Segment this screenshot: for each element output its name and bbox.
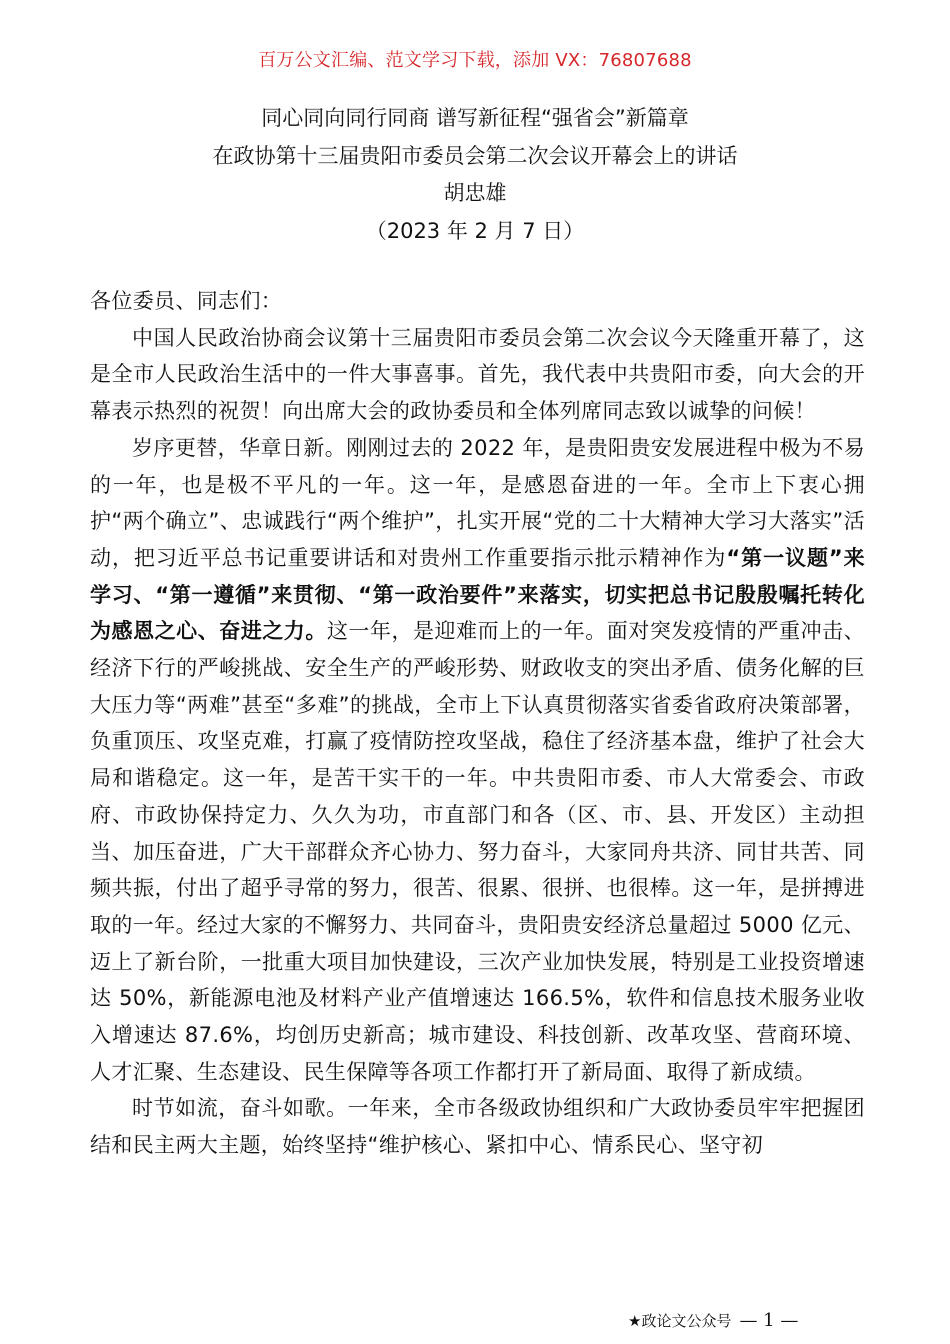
paragraph-2-part-c: 这一年，是迎难而上的一年。面对突发疫情的严重冲击、经济下行的严峻挑战、安全生产的严峻形势、财政收支的突出矛盾、债务化解的巨大压力等“两难”甚至“多难”的挑战，全市上下认真贯彻落实省委省政府决策部署，负重顶压、攻坚克难，打赢了疫情防控攻坚战，稳住了经济基本盘，维护了社会大局和谐稳定。这一年，是苦干实干的一年。中共贵阳市委、市人大常委会、市政府、市政协保持定力、久久为功，市直部门和各（区、市、县、开发区）主动担当、加压奋进，广大干部群众齐心协力、努力奋斗，大家同舟共济、同甘共苦、同频共振，付出了超乎寻常的努力，很苦、很累、很拼、也很棒。这一年，是拼搏进取的一年。经过大家的不懈努力、共同奋斗，贵阳贵安经济总量超过 5000 亿元、迈上了新台阶，一批重大项目加快建设，三次产业加快发展，特别是工业投资增速达 50%，新能源电池及材料产业产值增速达 166.5%，软件和信息技术服务业收入增速达 87.6%，均创历史新高；城市建设、科技创新、改革攻坚、营商环境、人才汇聚、生态建设、民生保障等各项工作都打开了新局面、取得了新成绩。: [90, 619, 865, 1084]
paragraph-3: 时节如流，奋斗如歌。一年来，全市各级政协组织和广大政协委员牢牢把握团结和民主两大主题，始终坚持“维护核心、紧扣中心、情系民心、坚守初: [90, 1096, 865, 1158]
ad-banner: 百万公文汇编、范文学习下载，添加 VX：76807688: [258, 50, 692, 71]
footer-source: ★政论文公众号: [628, 1312, 732, 1330]
date: （2023 年 2 月 7 日）: [365, 218, 585, 243]
footer: [628, 1310, 798, 1331]
salutation: 各位委员、同志们：: [90, 289, 283, 313]
header: [0, 100, 950, 250]
paragraph-2-bold: “第一议题”来学习、“第一遵循”来贯彻、“第一政治要件”来落实，切实把总书记殷殷嘱托转化为感恩之心、奋进之力。: [90, 545, 865, 644]
main-title: 同心同向同行同商 谱写新征程“强省会”新篇章: [261, 106, 689, 130]
page-number: — 1 —: [739, 1310, 799, 1331]
subtitle: 在政协第十三届贵阳市委员会第二次会议开幕会上的讲话: [212, 143, 738, 168]
author: 胡忠雄: [443, 181, 507, 205]
speech-body: [90, 283, 865, 1164]
paragraph-2-part-a: 岁序更替，华章日新。刚刚过去的 2022 年，是贵阳贵安发展进程中极为不易的一年，也是极不平凡的一年。这一年，是感恩奋进的一年。全市上下衷心拥护“两个确立”、忠诚践行“两个维护”，扎实开展“党的二十大精神大学习大落实”活动，把习近平总书记重要讲话和对贵州工作重要指示批示精神作为: [90, 435, 865, 570]
paragraph-1: 中国人民政治协商会议第十三届贵阳市委员会第二次会议今天隆重开幕了，这是全市人民政治生活中的一件大事喜事。首先，我代表中共贵阳市委，向大会的开幕表示热烈的祝贺！向出席大会的政协委员和全体列席同志致以诚挚的问候！: [90, 325, 865, 424]
paragraph-2: [90, 430, 865, 1091]
